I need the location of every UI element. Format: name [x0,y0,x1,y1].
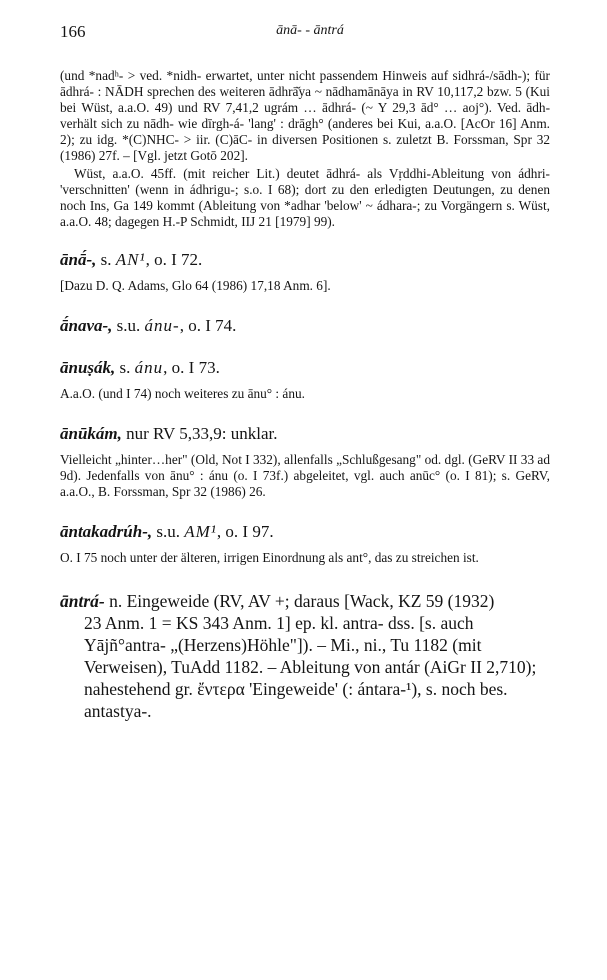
entry-tail: , o. I 72. [145,250,203,269]
entry-note: O. I 75 noch unter der älteren, irrigen Einordnung als ant°, das zu streichen ist. [60,550,479,565]
entry-headword: ānā́-, [60,250,97,269]
entry-ref: AM¹ [184,522,217,541]
entry-antakadruh [60,522,550,542]
entry-anusak [60,358,550,378]
page-number: 166 [60,22,86,41]
entry-tail: , o. I 73. [163,358,220,377]
running-title: ānā- - āntrá [276,23,344,38]
entry-headword: ānuṣák, [60,358,116,377]
entry-text: s. [115,358,135,377]
entry-ref: ánu- [144,316,180,335]
entry-headword: ānūkám, [60,424,122,443]
entry-antra [60,590,550,722]
entry-text-line1: n. Eingeweide (RV, AV +; daraus [Wack, KZ 59 (1932) [104,591,495,611]
entry-note: [Dazu D. Q. Adams, Glo 64 (1986) 17,18 Anm. 6]. [60,278,331,293]
entry-text: s.u. [152,522,185,541]
entry-anava [60,316,550,336]
page-header [60,22,560,46]
entry-text: s. [96,250,116,269]
entry-note: Vielleicht „hinter…her" (Old, Not I 332), allenfalls „Schlußgesang" od. dgl. (GeRV II 33 ad 9d). Jedenfalls von ānu° : ánu (o. I 73f.) abgeleitet, vgl. auch anūc° (o. I 81); s. GeRV, a.a.O., B. Forssman, Spr 32 (1986) 26. [60,452,550,499]
page-body [60,68,550,722]
entry-tail: , o. I 74. [179,316,237,335]
entry-text: s.u. [112,316,145,335]
intro-paragraph-1: (und *nadʰ- > ved. *nidh- erwartet, unter nicht passendem Hinweis auf sidhrá-/sādh-); für ādhrá- : NĀDH sprechen des weiteren ādhrā̆ya ~ nādhamānāya in RV 10,117,2 bzw. 5 (Kui bei Wüst, a.a.O. 49) und RV 7,41,2 ugrám … ādhrá- (~ Y 29,3 ād° … aoj°). Ved. ādh-verhält sich zu nādh- wie dīrgh-á- 'lang' : drāgh° (anderes bei Kui, a.a.O. [AcOr 16] Anm. 2); zu idg. *(C)NHC- > iir. (C)āC- in diversen Positionen s. zuletzt B. Forssman, Spr 32 (1986) 27f. – [Vgl. jetzt Gotō 202]. [60,68,550,163]
entry-note: A.a.O. (und I 74) noch weiteres zu ānu° : ánu. [60,386,305,401]
intro-paragraph-2: Wüst, a.a.O. 45ff. (mit reicher Lit.) deutet ādhrá- als Vṛddhi-Ableitung von ádhri- 'verschnitten' (wenn in ádhrigu-; s.o. I 68); dort zu den erledigten Deutungen, zu denen noch Ins, Ga 149 kommt (Ableitung von *adhar 'below' ~ ádhara-; zu Vorgängern s. Wüst, a.a.O. 48; dagegen H.-P Schmidt, IIJ 21 [1979] 99). [60,166,550,229]
entry-text-rest: 23 Anm. 1 = KS 343 Anm. 1] ep. kl. antra- dss. [s. auch Yājñ°antra- „(Herzens)Höhle"]). – Mi., ni., Tu 1182 (mit Verweisen), TuAdd 1182. – Ableitung von antár (AiGr II 2,710); nahestehend gr. ἔντερα 'Eingeweide' (: ántara-¹), s. noch bes. antastya-. [84,613,537,721]
entry-ref: AN¹ [115,250,146,269]
entry-ref: ánu [134,358,164,377]
entry-headword: ā́nava-, [60,316,113,335]
entry-tail: , o. I 97. [216,522,274,541]
entry-headword: āntakadrúh-, [60,522,153,541]
entry-ana [60,250,550,270]
entry-anukam [60,424,550,444]
entry-text: nur RV 5,33,9: unklar. [121,424,278,443]
entry-headword: āntrá- [60,591,105,611]
